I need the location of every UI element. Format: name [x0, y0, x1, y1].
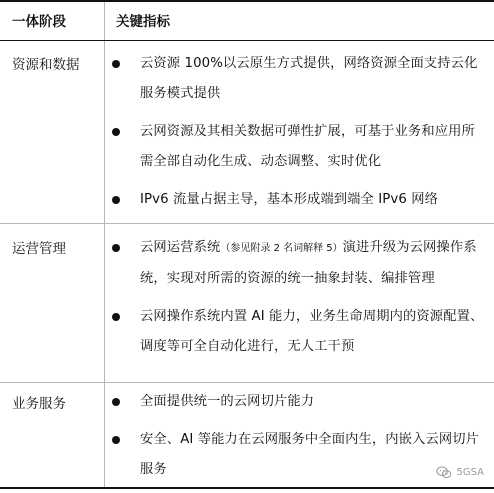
- metric-item: [112, 233, 484, 294]
- metric-item: [112, 117, 484, 177]
- table-row-operations-management: [0, 224, 494, 383]
- wechat-icon: [436, 466, 452, 479]
- bullet-icon: [112, 398, 120, 406]
- bullet-icon: [112, 244, 120, 252]
- table-row-business-service: [0, 383, 494, 489]
- bullet-icon: [112, 128, 120, 136]
- bullet-icon: [112, 313, 120, 321]
- metric-item: [112, 425, 484, 485]
- stage-cell: 业务服务: [12, 396, 66, 412]
- metric-item: [112, 49, 484, 109]
- metric-column-header: 关键指标: [116, 14, 170, 30]
- metric-item: [112, 185, 484, 215]
- bullet-icon: [112, 436, 120, 444]
- metric-item: [112, 302, 484, 362]
- metric-text: 云网操作系统内置 AI 能力，业务生命周期内的资源配置、调度等可全自动化进行，无人工干预: [140, 309, 484, 354]
- appendix-reference-note: （参见附录 2 名词解释 5）: [220, 243, 343, 254]
- metric-text: 云网资源及其相关数据可弹性扩展，可基于业务和应用所需全部自动化生成、动态调整、实时优化: [140, 124, 475, 169]
- metric-list: [112, 387, 484, 493]
- metric-text: 云资源 100%以云原生方式提供，网络资源全面支持云化服务模式提供: [140, 56, 478, 101]
- metric-text: 安全、AI 等能力在云网服务中全面内生，内嵌入云网切片服务: [140, 432, 480, 477]
- stage-cell: 运营管理: [12, 241, 66, 257]
- metric-text-before: 云网运营系统: [140, 240, 221, 255]
- metric-text: IPv6 流量占据主导，基本形成端到端全 IPv6 网络: [140, 192, 439, 207]
- metric-text-after: 演进升级为云网操作系统，实现对所需的资源的统一抽象封装、编排管理: [140, 240, 477, 286]
- watermark: [436, 466, 485, 479]
- metric-list: [112, 233, 484, 370]
- metric-text: 全面提供统一的云网切片能力: [140, 394, 315, 409]
- stage-cell: 资源和数据: [12, 57, 80, 73]
- table-row-resources-data: [0, 41, 494, 224]
- bullet-icon: [112, 196, 120, 204]
- bullet-icon: [112, 60, 120, 68]
- watermark-text: 5GSA: [456, 467, 484, 478]
- metric-item: [112, 387, 484, 417]
- metric-list: [112, 49, 484, 223]
- table-header-row: [0, 0, 494, 41]
- stage-column-header: 一体阶段: [12, 14, 66, 30]
